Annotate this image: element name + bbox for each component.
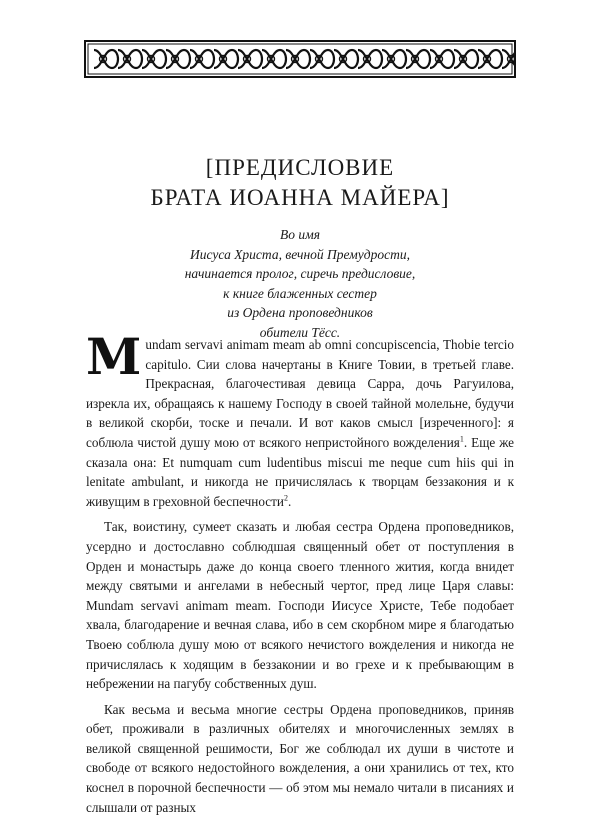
preface-title-line-1: [ПРЕДИСЛОВИЕ: [205, 155, 395, 180]
invocation-block: [0, 225, 600, 342]
paragraph-1-text-b: . Еще же сказала она: Et numquam cum ludentibus miscui me neque cum hiis qui in lenitate ambulant, и никогда не причислялась к творцам беззакония и к живущим в греховной беспечности: [86, 434, 514, 509]
invocation-line: обители Тёсс.: [259, 324, 341, 340]
invocation-line: к книге блаженных сестер: [223, 285, 377, 301]
invocation-line: из Ордена проповедников: [227, 305, 373, 320]
knotwork-border-graphic: [84, 40, 516, 78]
invocation-line: Во имя: [279, 227, 320, 242]
paragraph-1-text-a: undam servavi animam meam ab omni concupiscencia, Thobie tercio capitulo. Сии слова начертаны в Книге Товии, в третьей главе. Прекрасная, благочестивая девица Сарра, дочь Рагуилова, изрекла их, обращаясь к нашему Господу в своей тайной молельне, будучи в великой скорби, тоске и печали. И вот каков смысл [изреченного]: я соблюла чистой душу мою от всякого непристойного вожделения: [86, 337, 514, 450]
paragraph-2: Так, воистину, сумеет сказать и любая сестра Ордена проповедников, усердно и достославно соблюдшая священный обет от поступления в Орден и монастырь даже до конца своего тленного жития, когда внидет между святыми и ангелами в небесный чертог, пред лице Царя славы: Mundam servavi animam meam. Господи Иисусе Христе, Тебе подобает хвала, благодарение и вечная слава, ибо в сем скорбном мире я благодатью Твоею соблюла душу мою от всякого нечистого вожделения и никогда не причислялась к ходящим в беззаконии и во грехе и к пребывающим в небрежении на пагубу собственных душ.: [86, 519, 514, 692]
paragraph-1-text-c: .: [287, 493, 292, 509]
footnote-ref-2[interactable]: 2: [283, 493, 288, 503]
paragraph-3: Как весьма и весьма многие сестры Ордена проповедников, приняв обет, проживали в различных обителях и многочисленных землях в великой священной решимости, Бог же соблюдал их души в чистоте и свободе от всякого недостойного вожделения, а они хранились от тех, кто коснел в порочной беспечности — об этом мы немало читали в писаниях и слышали от разных: [86, 701, 514, 815]
drop-cap-initial: M: [86, 327, 142, 386]
decorative-ornament-border: [84, 40, 516, 78]
preface-title-line-2: БРАТА ИОАННА МАЙЕРА]: [150, 185, 450, 210]
invocation-line: начинается пролог, сиречь предисловие,: [184, 266, 416, 281]
invocation-line: Иисуса Христа, вечной Премудрости,: [190, 246, 410, 262]
footnote-ref-1[interactable]: 1: [459, 434, 464, 444]
